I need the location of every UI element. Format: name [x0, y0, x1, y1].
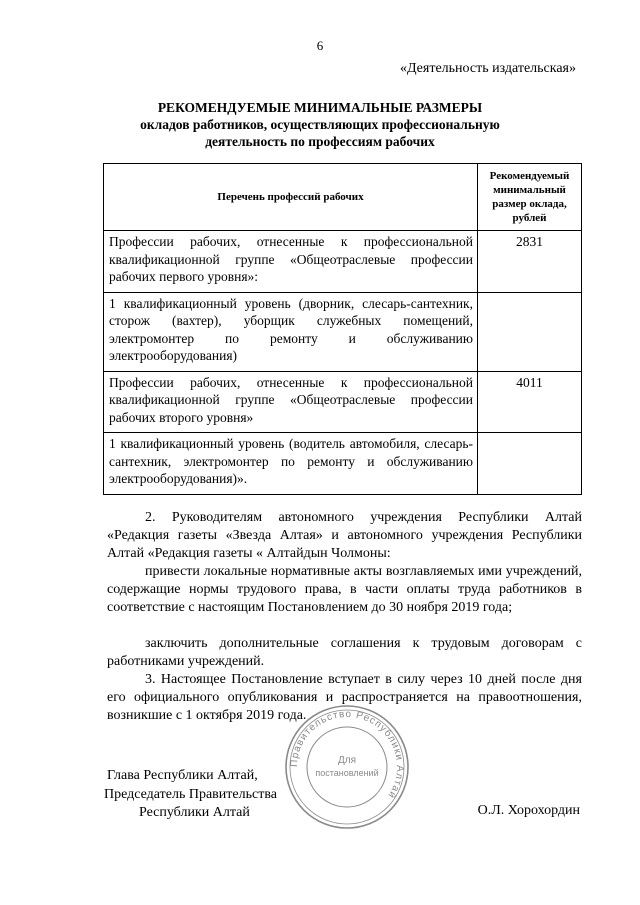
salary-cell: 4011	[478, 371, 582, 433]
signature-position-3: Республики Алтай	[139, 805, 250, 820]
paragraph-2-clause-1	[107, 563, 582, 617]
salary-table	[103, 163, 582, 495]
stamp-outer-ring	[286, 706, 408, 828]
stamp-center-ring	[307, 727, 387, 807]
title-line-3: деятельность по профессиям рабочих	[205, 134, 435, 149]
column-header-salary: Рекомендуемый минимальный размер оклада, рублей	[478, 164, 582, 231]
page-number: 6	[316, 38, 324, 53]
salary-cell	[478, 292, 582, 371]
salary-cell	[478, 433, 582, 495]
signature-position-1: Глава Республики Алтай,	[107, 768, 258, 783]
section-reference: «Деятельность издательская»	[399, 61, 576, 76]
paragraph-3-text: 3. Настоящее Постановление вступает в силу через 10 дней после дня его официального опубликования и распространяется на правоотношения, возникшие с 1 октября 2019 года.	[107, 672, 582, 723]
title-line-2: окладов работников, осуществляющих профессиональную	[140, 117, 500, 132]
stamp-center-line-1: Для	[337, 755, 357, 766]
table-row	[104, 292, 582, 371]
table-row	[104, 231, 582, 293]
profession-cell: 1 квалификационный уровень (водитель автомобиля, слесарь-сантехник, электромонтер по ремонту и обслуживанию электрооборудования)».	[104, 433, 478, 495]
paragraph-2-clause-1-text: привести локальные нормативные акты возглавляемых ими учреждений, содержащие нормы трудового права, в части оплаты труда работников в соответствие с настоящим Постановлением до 30 ноября 2019 года;	[107, 564, 582, 615]
paragraph-2-clause-2	[107, 635, 582, 671]
paragraph-2-text: 2. Руководителям автономного учреждения Республики Алтай «Редакция газеты «Звезда Алтая» и автономного учреждения Республики Алтай «Редакция газеты « Алтайдын Чолмоны:	[107, 510, 582, 561]
table-row	[104, 433, 582, 495]
table-row	[104, 371, 582, 433]
document-title	[100, 99, 540, 150]
signature-block	[104, 767, 277, 823]
salary-cell: 2831	[478, 231, 582, 293]
profession-cell: 1 квалификационный уровень (дворник, слесарь-сантехник, сторож (вахтер), уборщик служебных помещений, электромонтер по ремонту и обслуживанию электрооборудования)	[104, 292, 478, 371]
signatory-name: О.Л. Хорохордин	[477, 803, 580, 818]
paragraph-2	[107, 509, 582, 563]
paragraph-2-clause-2-text: заключить дополнительные соглашения к трудовым договорам с работниками учреждений.	[107, 636, 582, 669]
profession-cell: Профессии рабочих, отнесенные к профессиональной квалификационной группе «Общеотраслевые профессии рабочих первого уровня»:	[104, 231, 478, 293]
title-line-1: РЕКОМЕНДУЕМЫЕ МИНИМАЛЬНЫЕ РАЗМЕРЫ	[157, 100, 483, 115]
official-stamp	[283, 703, 411, 831]
column-header-professions: Перечень профессий рабочих	[104, 164, 478, 231]
stamp-ring-text: Правительство Республики Алтай	[288, 708, 406, 801]
table-header-row	[104, 164, 582, 231]
stamp-center-line-2: постановлений	[315, 768, 379, 778]
signature-position-2: Председатель Правительства	[104, 786, 277, 802]
profession-cell: Профессии рабочих, отнесенные к профессиональной квалификационной группе «Общеотраслевые профессии рабочих второго уровня»	[104, 371, 478, 433]
